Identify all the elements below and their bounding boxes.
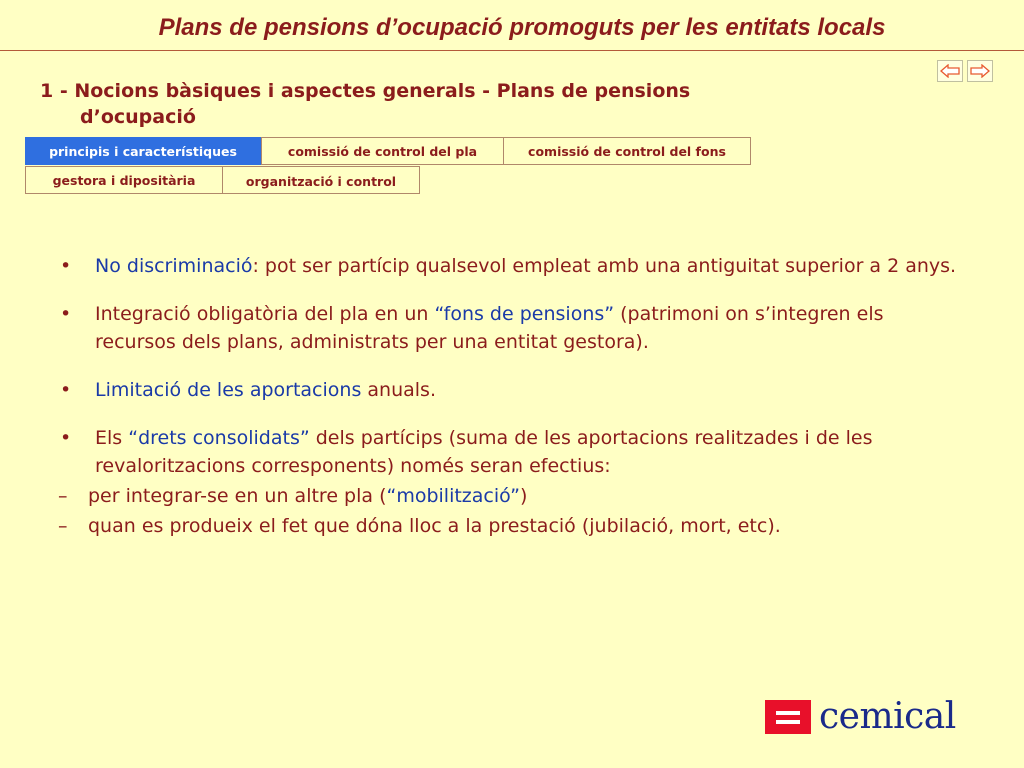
- sub-item-text: per integrar-se en un altre pla (: [88, 485, 387, 507]
- title-divider: [0, 50, 1024, 51]
- page-title: Plans de pensions d’ocupació promoguts per les entitats locals: [158, 14, 886, 41]
- dash-icon: –: [58, 485, 68, 507]
- list-item: [60, 376, 960, 404]
- list-item: [60, 252, 960, 280]
- term-limitacio: Limitació de les aportacions: [95, 379, 362, 401]
- logo-mark-icon: [765, 700, 811, 734]
- tab-comissio-pla[interactable]: comissió de control del pla: [261, 137, 504, 165]
- sub-item-text: quan es produeix el fet que dóna lloc a la prestació (jubilació, mort, etc).: [88, 515, 781, 537]
- bullet-icon: •: [60, 255, 72, 277]
- bullet-text: (patrimoni on s’integren els recursos dels plans, administrats per una entitat gestora).: [95, 303, 884, 353]
- bullet-text: Els: [95, 427, 129, 449]
- term-mobilitzacio: “mobilització”: [386, 485, 520, 507]
- bullet-text: Integració obligatòria del pla en un: [95, 303, 435, 325]
- dash-icon: –: [58, 515, 68, 537]
- term-drets-consolidats: “drets consolidats”: [128, 427, 310, 449]
- section-title: [40, 78, 840, 130]
- logo-text: cemical: [819, 696, 956, 737]
- sub-list-item: [0, 484, 960, 508]
- bullet-text: dels partícips (suma de les aportacions realitzades i de les revaloritzacions corresponents) només seran efectius:: [95, 427, 873, 477]
- list-item: [60, 300, 960, 356]
- bullet-icon: •: [60, 379, 72, 401]
- cemical-logo: [765, 696, 956, 737]
- term-no-discriminacio: No discriminació: [95, 255, 253, 277]
- forward-arrow-icon[interactable]: [967, 60, 993, 82]
- list-item: [60, 424, 960, 480]
- nav-arrows: [937, 60, 993, 82]
- bullet-text: : pot ser partícip qualsevol empleat amb una antiguitat superior a 2 anys.: [252, 255, 957, 277]
- term-fons-de-pensions: “fons de pensions”: [434, 303, 615, 325]
- sub-item-text: ): [519, 485, 528, 507]
- bullet-icon: •: [60, 303, 72, 325]
- back-arrow-icon[interactable]: [937, 60, 963, 82]
- bullet-icon: •: [60, 427, 72, 449]
- tab-principis[interactable]: principis i característiques: [25, 137, 261, 165]
- tab-comissio-fons[interactable]: comissió de control del fons: [503, 137, 751, 165]
- section-title-line1: 1 - Nocions bàsiques i aspectes generals - Plans de pensions: [40, 80, 691, 102]
- tab-organitzacio[interactable]: organització i control: [222, 166, 420, 194]
- section-title-line2: d’ocupació: [80, 106, 196, 128]
- sub-list-item: [0, 516, 960, 536]
- tab-gestora[interactable]: gestora i dipositària: [25, 166, 223, 194]
- slide-content: [60, 252, 960, 536]
- bullet-text: anuals.: [361, 379, 436, 401]
